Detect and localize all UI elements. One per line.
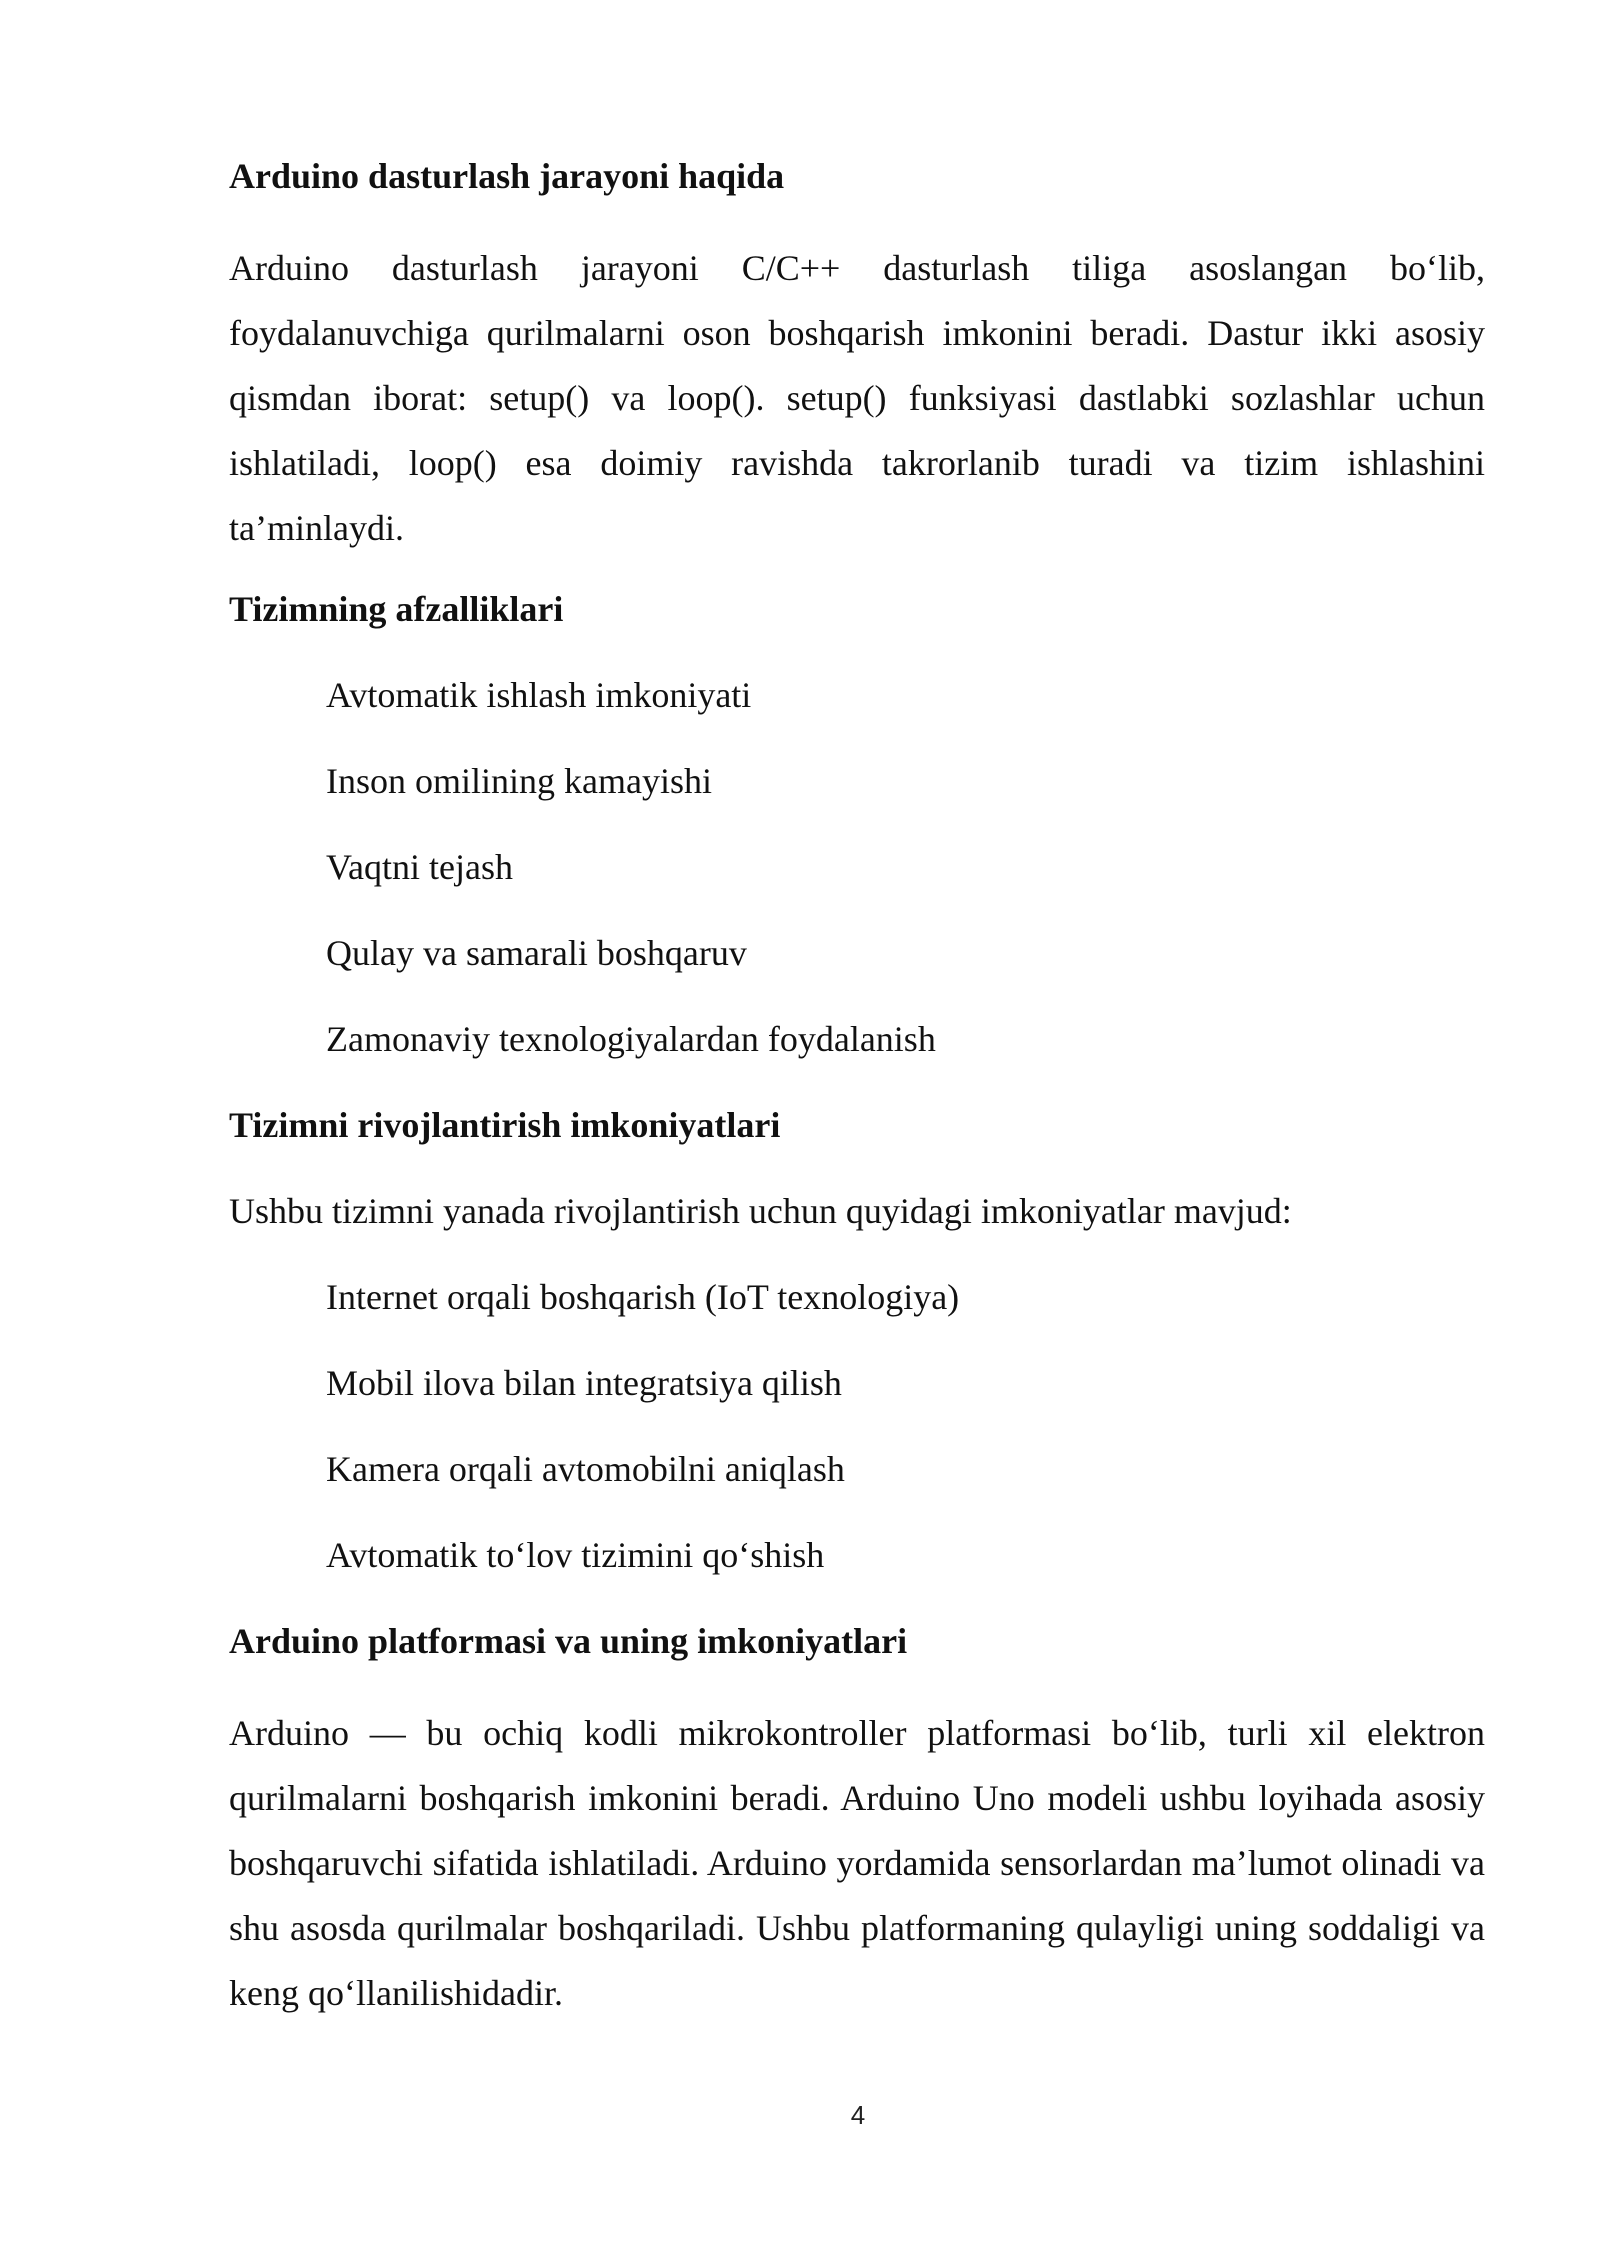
list-item: Zamonaviy texnologiyalardan foydalanish (326, 1019, 936, 1059)
advantages-list (229, 669, 1485, 1065)
list-item: Inson omilining kamayishi (326, 761, 712, 801)
section-heading-development: Tizimni rivojlantirish imkoniyatlari (229, 1105, 781, 1145)
section-paragraph-arduino-programming: Arduino dasturlash jarayoni C/C++ dasturlash tiliga asoslangan bo‘lib, foydalanuvchiga qurilmalarni oson boshqarish imkonini beradi. Dastur ikki asosiy qismdan iborat: setup() va loop(). setup() funksiyasi dastlabki sozlashlar uchun ishlatiladi, loop() esa doimiy ravishda takrorlanib turadi va tizim ishlashini ta’minlaydi. (229, 248, 1485, 548)
section-heading-advantages: Tizimning afzalliklari (229, 589, 564, 629)
page-content (229, 150, 1485, 2048)
page-number: 4 (850, 2100, 866, 2130)
list-item: Avtomatik ishlash imkoniyati (326, 675, 752, 715)
list-item: Mobil ilova bilan integratsiya qilish (326, 1363, 842, 1403)
section-heading-arduino-platform: Arduino platformasi va uning imkoniyatlari (229, 1621, 908, 1661)
development-list (229, 1271, 1485, 1581)
list-item: Internet orqali boshqarish (IoT texnologiya) (326, 1277, 960, 1317)
list-item: Vaqtni tejash (326, 847, 513, 887)
list-item: Kamera orqali avtomobilni aniqlash (326, 1449, 845, 1489)
section-intro-development: Ushbu tizimni yanada rivojlantirish uchun quyidagi imkoniyatlar mavjud: (229, 1191, 1292, 1231)
list-item: Qulay va samarali boshqaruv (326, 933, 747, 973)
section-paragraph-arduino-platform: Arduino — bu ochiq kodli mikrokontroller platformasi bo‘lib, turli xil elektron qurilmalarni boshqarish imkonini beradi. Arduino Uno modeli ushbu loyihada asosiy boshqaruvchi sifatida ishlatiladi. Arduino yordamida sensorlardan ma’lumot olinadi va shu asosda qurilmalar boshqariladi. Ushbu platformaning qulayligi uning soddaligi va keng qo‘llanilishidadir. (229, 1713, 1485, 2013)
section-heading-arduino-programming: Arduino dasturlash jarayoni haqida (229, 156, 785, 196)
list-item: Avtomatik to‘lov tizimini qo‘shish (326, 1535, 825, 1575)
